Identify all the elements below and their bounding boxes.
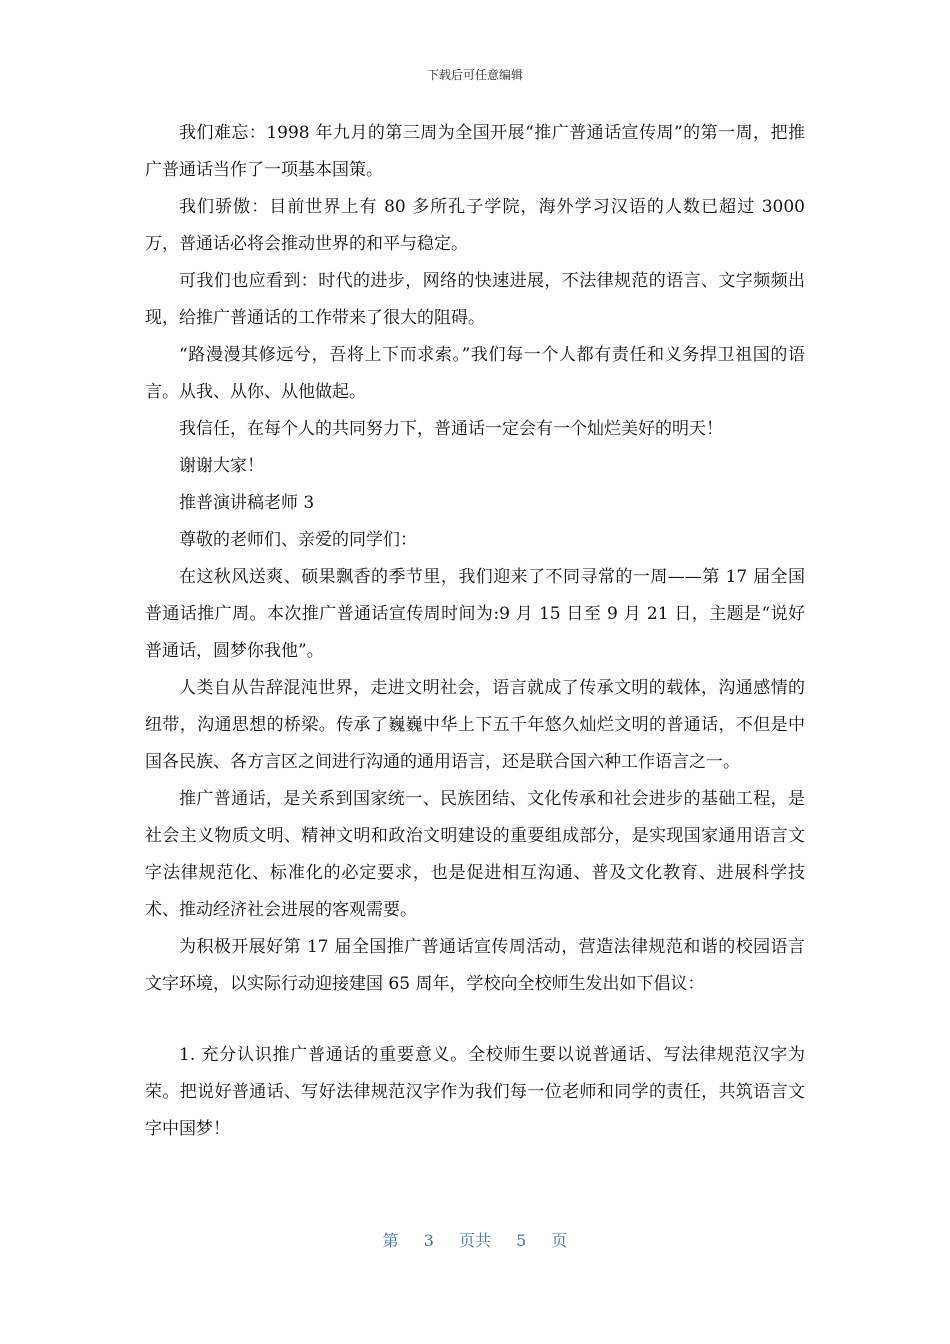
document-body: [145, 115, 811, 1148]
footer-page-number: 3: [423, 1231, 434, 1250]
paragraph-13: 1. 充分认识推广普通话的重要意义。全校师生要以说普通话、写法律规范汉字为荣。把说好普通话、写好法律规范汉字作为我们每一位老师和同学的责任，共筑语言文字中国梦！: [145, 1045, 805, 1139]
paragraph-2: 我们骄傲：目前世界上有 80 多所孔子学院，海外学习汉语的人数已超过 3000 万，普通话必将会推动世界的和平与稳定。: [145, 197, 811, 254]
paragraph-spacer: [145, 1003, 805, 1037]
paragraph-1: 我们难忘：1998 年九月的第三周为全国开展“推广普通话宣传周”的第一周，把推广普通话当作了一项基本国策。: [145, 123, 805, 180]
paragraph-3: 可我们也应看到：时代的进步，网络的快速进展，不法律规范的语言、文字频频出现，给推广普通话的工作带来了很大的阻碍。: [145, 271, 805, 328]
paragraph-9: 在这秋风送爽、硕果飘香的季节里，我们迎来了不同寻常的一周——第 17 届全国普通话推广周。本次推广普通话宣传周时间为:9 月 15 日至 9 月 21 日，主题是“说好普通话，圆梦你我他”。: [145, 567, 805, 661]
page-header: 下载后可任意编辑: [426, 68, 523, 82]
section-title: 推普演讲稿老师 3: [179, 493, 315, 513]
paragraph-6: 谢谢大家！: [179, 456, 264, 476]
footer-suffix: 页: [551, 1231, 568, 1250]
paragraph-10: 人类自从告辞混沌世界，走进文明社会，语言就成了传承文明的载体，沟通感情的纽带，沟通思想的桥梁。传承了巍巍中华上下五千年悠久灿烂文明的普通话，不但是中国各民族、各方言区之间进行沟通的通用语言，还是联合国六种工作语言之一。: [145, 678, 805, 772]
footer-prefix: 第: [382, 1231, 399, 1250]
page-footer: [0, 1228, 950, 1251]
paragraph-11: 推广普通话，是关系到国家统一、民族团结、文化传承和社会进步的基础工程，是社会主义物质文明、精神文明和政治文明建设的重要组成部分，是实现国家通用语言文字法律规范化、标准化的必定要求，也是促进相互沟通、普及文化教育、进展科学技术、推动经济社会进展的客观需要。: [145, 789, 805, 920]
paragraph-12: 为积极开展好第 17 届全国推广普通话宣传周活动，营造法律规范和谐的校园语言文字环境，以实际行动迎接建国 65 周年，学校向全校师生发出如下倡议：: [145, 937, 805, 994]
footer-middle: 页共: [458, 1231, 491, 1250]
paragraph-4: “路漫漫其修远兮，吾将上下而求索。”我们每一个人都有责任和义务捍卫祖国的语言。从我、从你、从他做起。: [145, 345, 805, 402]
footer-total-pages: 5: [516, 1231, 527, 1250]
salutation: 尊敬的老师们、亲爱的同学们：: [179, 530, 417, 550]
paragraph-5: 我信任，在每个人的共同努力下，普通话一定会有一个灿烂美好的明天！: [179, 419, 723, 439]
